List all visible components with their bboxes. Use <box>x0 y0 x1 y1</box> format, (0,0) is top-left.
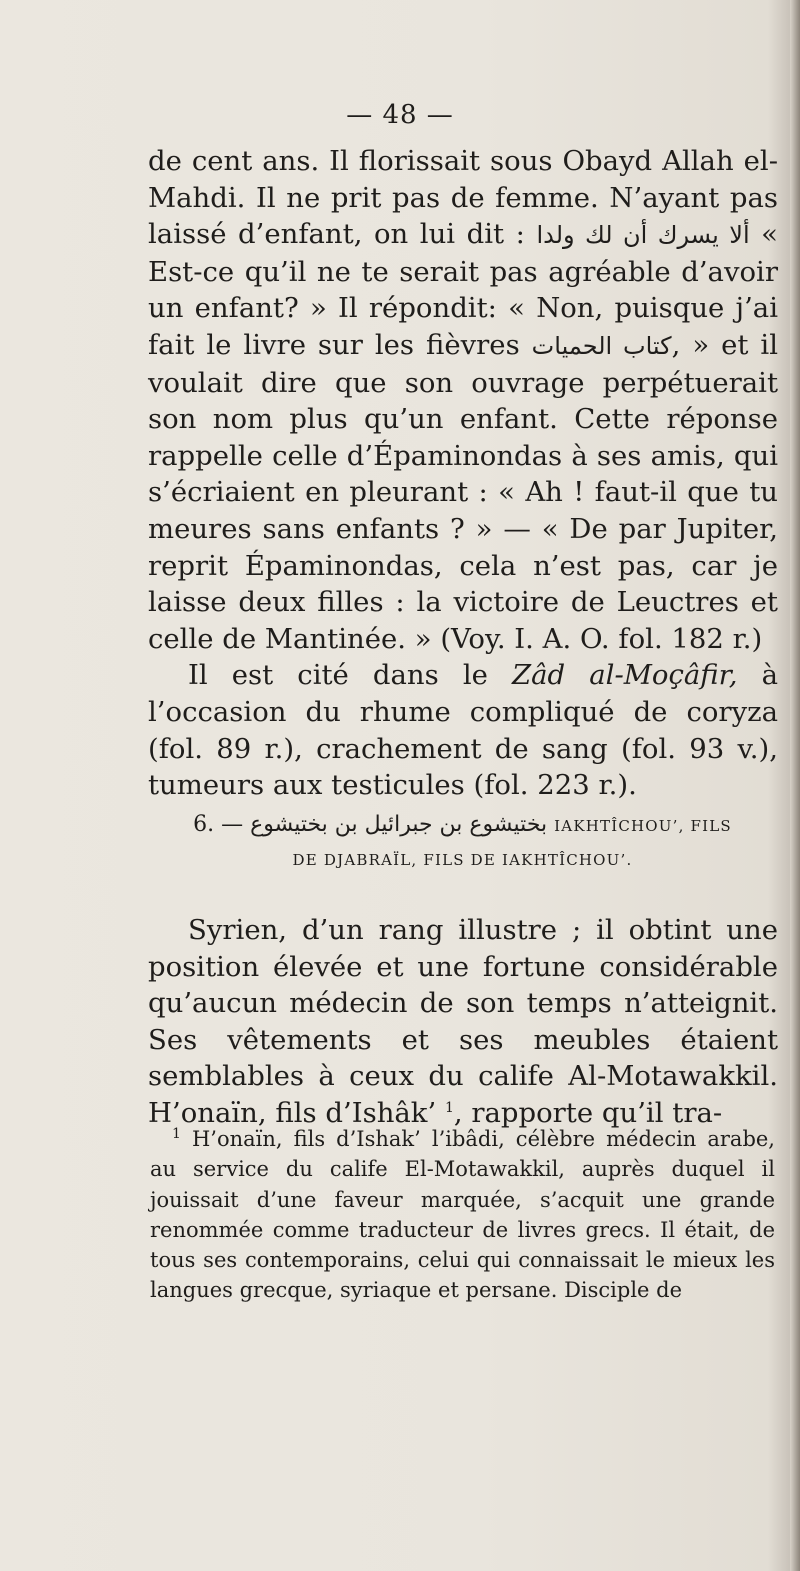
paragraph-3 <box>148 912 778 1132</box>
footnote-paragraph <box>150 1124 775 1306</box>
paragraph-2-text-2: à l’occasion du rhume compliqué de coryza (fol. 89 r.), crachement de sang (fol. 93 v.), tumeurs aux testicules (fol. 223 r.). <box>148 659 778 802</box>
book-title-italic: Zâd al-Moçâfir, <box>512 659 738 692</box>
entry-number: 6. — <box>193 812 244 837</box>
entry-latin-name-1: IAKHTÎCHOU’, FILS <box>554 817 732 835</box>
page-number: — 48 — <box>346 100 454 130</box>
paragraph-2-text-1: Il est cité dans le <box>188 659 488 692</box>
footnote <box>150 1124 775 1306</box>
entry-heading-line-1 <box>150 808 775 843</box>
arabic-phrase-1: ألا يسرك أن لك ولدا <box>536 221 750 250</box>
main-text <box>148 143 778 804</box>
paragraph-3-text-2: , rapporte qu’il tra- <box>453 1096 723 1129</box>
arabic-phrase-2: كتاب الحميات <box>531 331 672 360</box>
paragraph-1-text-1: de cent ans. Il florissait sous Obayd Allah el-Mahdi. Il ne prit pas de femme. N’ayant pas laissé d’enfant, on lui dit : <box>148 145 778 251</box>
paragraph-3-text-1: Syrien, d’un rang illustre ; il obtint une position élevée et une fortune considérable qu’aucun médecin de son temps n’atteignit. Ses vêtements et ses meubles étaient semblables à ceux du calife Al-Motawakkil. H’onaïn, fils d’Ishâk’ <box>148 914 778 1129</box>
entry-body <box>148 912 778 1132</box>
entry-latin-name-2: DE DJABRAÏL, FILS DE IAKHTÎCHOU’. <box>292 851 633 869</box>
paragraph-1 <box>148 143 778 657</box>
page-edge-shadow <box>790 0 800 1571</box>
entry-heading <box>150 808 775 877</box>
paragraph-2 <box>148 657 778 803</box>
paragraph-1-text-2: « Est-ce qu’il ne te serait pas agréable d’avoir un enfant? » Il répondit: « Non, puisque j’ai fait le livre sur les fièvres <box>148 218 778 361</box>
footnote-text: H’onaïn, fils d’Ishak’ l’ibâdi, célèbre médecin arabe, au service du calife El-Motawakkil, auprès duquel il jouissait d’une faveur marquée, s’acquit une grande renommée comme traducteur de livres grecs. Il était, de tous ses contemporains, celui qui connaissait le mieux les langues grecque, syriaque et persane. Disciple de <box>150 1127 775 1303</box>
footnote-marker: 1 <box>172 1126 181 1142</box>
footnote-reference: 1 <box>444 1099 454 1116</box>
paragraph-1-text-3: , » et il voulait dire que son ouvrage perpétuerait son nom plus qu’un enfant. Cette réponse rappelle celle d’Épaminondas à ses amis, qui s’écriaient en pleurant : « Ah ! faut-il que tu meures sans enfants ? » — « De par Jupiter, reprit Épaminondas, cela n’est pas, car je laisse deux filles : la victoire de Leuctres et celle de Mantinée. » (Voy. I. A. O. fol. 182 r.) <box>148 328 778 655</box>
entry-arabic-name: بختيشوع بن جبرائيل بن بختيشوع <box>250 812 548 837</box>
